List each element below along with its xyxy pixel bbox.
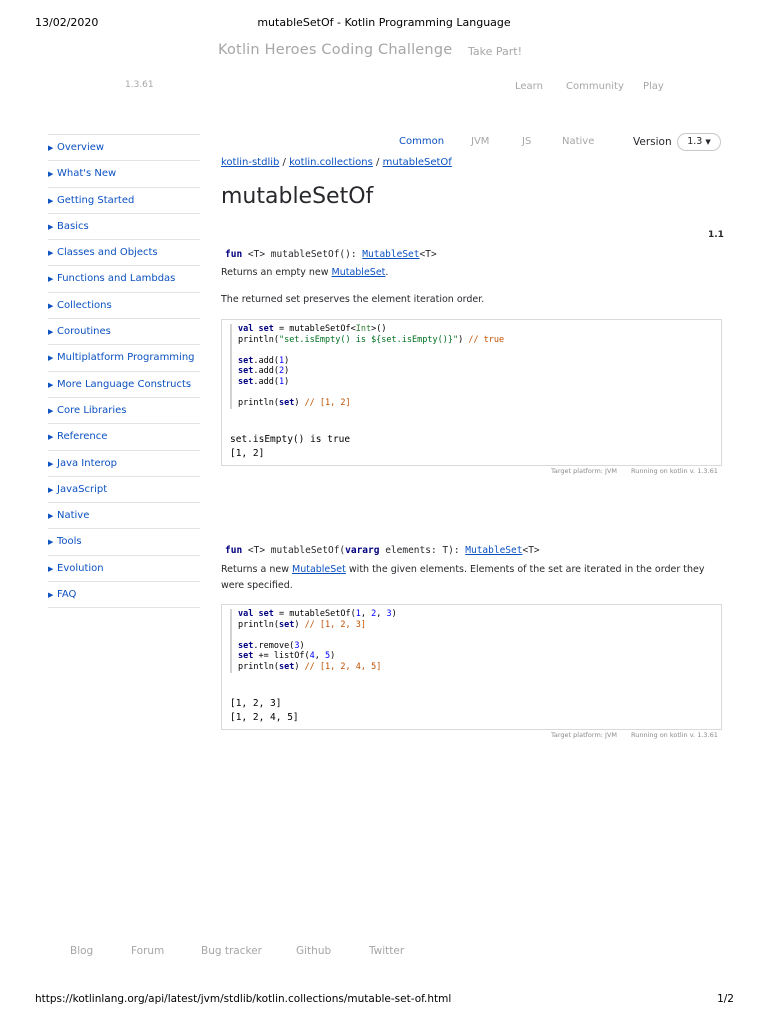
- platform-common[interactable]: Common: [399, 136, 445, 147]
- signature-text: <T> mutableSetOf(: [247, 545, 346, 556]
- code-editor-1[interactable]: val set = mutableSetOf<Int>() println("set.isEmpty() is ${set.isEmpty()}") // true set.add(1) set.add(2) set.add(1) println(set) // [1, 2]: [230, 324, 713, 409]
- mutableset-link[interactable]: MutableSet: [331, 267, 386, 278]
- code-sample-2[interactable]: [221, 604, 722, 730]
- description-text: Returns a new: [221, 564, 292, 575]
- description-1: [221, 265, 721, 281]
- signature-1: [225, 249, 437, 260]
- code-editor-2[interactable]: val set = mutableSetOf(1, 2, 3) println(set) // [1, 2, 3] set.remove(3) set += listOf(4, 5) println(set) // [1, 2, 4, 5]: [230, 609, 713, 673]
- sidebar-item-label: Functions and Lambdas: [57, 273, 176, 285]
- expand-triangle-icon: ▶: [48, 222, 54, 231]
- version-select[interactable]: [677, 133, 721, 151]
- signature-text: <T> mutableSetOf():: [247, 249, 363, 260]
- sidebar-item[interactable]: [48, 187, 200, 213]
- code-output-1: [230, 433, 350, 461]
- sidebar-item-label: Native: [57, 510, 90, 522]
- expand-triangle-icon: ▶: [48, 433, 54, 442]
- sidebar-item-label: Coroutines: [57, 326, 111, 338]
- sidebar-item[interactable]: [48, 476, 200, 502]
- sidebar-item-label: Basics: [57, 220, 89, 232]
- sidebar-item[interactable]: [48, 239, 200, 265]
- footer-twitter[interactable]: Twitter: [369, 945, 405, 957]
- breadcrumb-separator: /: [282, 157, 286, 168]
- description-text: .: [385, 267, 389, 278]
- expand-triangle-icon: ▶: [48, 144, 54, 152]
- sidebar-item-label: Java Interop: [57, 457, 118, 469]
- sidebar-item[interactable]: [48, 581, 200, 607]
- sidebar-item[interactable]: [48, 450, 200, 476]
- footer-bug-tracker[interactable]: Bug tracker: [201, 945, 262, 957]
- platform-jvm[interactable]: JVM: [471, 136, 490, 147]
- sidebar-item-label: Getting Started: [57, 194, 135, 206]
- keyword-fun: fun: [225, 249, 243, 260]
- sidebar-item[interactable]: [48, 292, 200, 318]
- platform-js[interactable]: JS: [522, 136, 532, 147]
- running-version-1: Running on kotlin v. 1.3.61: [631, 467, 718, 475]
- running-version-2: Running on kotlin v. 1.3.61: [631, 731, 718, 739]
- expand-triangle-icon: ▶: [48, 591, 54, 600]
- sidebar-item[interactable]: [48, 555, 200, 581]
- sidebar-item[interactable]: [48, 134, 200, 160]
- signature-generic: <T>: [522, 545, 540, 556]
- code-sample-1[interactable]: [221, 319, 722, 466]
- sidebar-item-label: Collections: [57, 299, 112, 311]
- expand-triangle-icon: ▶: [48, 249, 54, 258]
- output-line: [1, 2, 3]: [230, 698, 282, 709]
- sidebar-item[interactable]: [48, 160, 200, 186]
- mutableset-type-link[interactable]: MutableSet: [465, 545, 523, 556]
- footer-github[interactable]: Github: [296, 945, 332, 957]
- target-platform-2: Target platform: JVM: [551, 731, 618, 739]
- expand-triangle-icon: ▶: [48, 538, 54, 547]
- description-order: The returned set preserves the element iteration order.: [221, 294, 485, 305]
- description-text: with the given elements. Elements of the set are iterated in the order they were specified.: [221, 564, 705, 591]
- print-date: 13/02/2020: [35, 16, 99, 29]
- sidebar-item[interactable]: [48, 344, 200, 370]
- expand-triangle-icon: ▶: [48, 170, 54, 179]
- sidebar-item-label: Reference: [57, 431, 108, 443]
- expand-triangle-icon: ▶: [48, 196, 54, 205]
- sidebar-item[interactable]: [48, 397, 200, 423]
- code-output-2: [230, 697, 299, 725]
- signature-param: elements: T):: [379, 545, 466, 556]
- expand-triangle-icon: ▶: [48, 485, 54, 494]
- nav-play[interactable]: Play: [643, 81, 664, 92]
- sidebar-item-label: Multiplatform Programming: [57, 352, 195, 364]
- breadcrumb: [221, 157, 452, 168]
- page-title: mutableSetOf: [221, 184, 374, 209]
- mutableset-link[interactable]: MutableSet: [292, 564, 346, 575]
- sidebar-item-label: FAQ: [57, 589, 77, 601]
- keyword-vararg: vararg: [345, 545, 380, 556]
- since-version: 1.1: [708, 230, 724, 240]
- expand-triangle-icon: ▶: [48, 301, 54, 310]
- platform-native[interactable]: Native: [562, 136, 595, 147]
- description-text: Returns an empty new: [221, 267, 332, 278]
- sidebar-item-label: Classes and Objects: [57, 247, 158, 259]
- sidebar-item-label: Core Libraries: [57, 404, 127, 416]
- sidebar-item[interactable]: [48, 423, 200, 449]
- expand-triangle-icon: ▶: [48, 564, 54, 573]
- expand-triangle-icon: ▶: [48, 512, 54, 521]
- sidebar-item-label: JavaScript: [57, 483, 108, 495]
- version-selected: 1.3: [687, 136, 703, 147]
- target-platform-1: Target platform: JVM: [551, 467, 618, 475]
- breadcrumb-separator: /: [376, 157, 380, 168]
- sidebar-item-label: Evolution: [57, 562, 104, 574]
- sidebar-item[interactable]: [48, 502, 200, 528]
- sidebar-item[interactable]: [48, 265, 200, 291]
- kotlin-version: 1.3.61: [125, 80, 154, 90]
- expand-triangle-icon: ▶: [48, 275, 54, 284]
- output-line: [1, 2, 4, 5]: [230, 712, 299, 723]
- caret-down-icon: ▼: [705, 138, 711, 146]
- expand-triangle-icon: ▶: [48, 459, 54, 468]
- sidebar-item[interactable]: [48, 213, 200, 239]
- footer-forum[interactable]: Forum: [131, 945, 165, 957]
- sidebar-item[interactable]: [48, 371, 200, 397]
- output-line: [1, 2]: [230, 448, 265, 459]
- signature-generic: <T>: [419, 249, 437, 260]
- sidebar-item-label: More Language Constructs: [57, 378, 192, 390]
- breadcrumb-package[interactable]: kotlin.collections: [289, 157, 373, 168]
- print-page-number: 1/2: [717, 993, 734, 1005]
- sidebar: [48, 134, 200, 608]
- signature-2: [225, 545, 540, 556]
- version-label: Version: [633, 136, 672, 148]
- footer-blog[interactable]: Blog: [70, 945, 94, 957]
- print-title: mutableSetOf - Kotlin Programming Language: [257, 16, 511, 29]
- expand-triangle-icon: ▶: [48, 354, 54, 363]
- output-line: set.isEmpty() is true: [230, 434, 351, 445]
- sidebar-item-label: What's New: [57, 168, 117, 180]
- keyword-fun: fun: [225, 545, 243, 556]
- expand-triangle-icon: ▶: [48, 328, 54, 337]
- breadcrumb-stdlib[interactable]: kotlin-stdlib: [221, 157, 280, 168]
- breadcrumb-current[interactable]: mutableSetOf: [382, 157, 452, 168]
- mutableset-type-link[interactable]: MutableSet: [362, 249, 420, 260]
- print-url: https://kotlinlang.org/api/latest/jvm/stdlib/kotlin.collections/mutable-set-of.html: [35, 993, 452, 1005]
- sidebar-item-label: Tools: [57, 536, 82, 548]
- expand-triangle-icon: ▶: [48, 380, 54, 389]
- banner-text: Kotlin Heroes Coding Challenge: [218, 42, 453, 58]
- sidebar-item[interactable]: [48, 318, 200, 344]
- banner-take-part-link[interactable]: Take Part!: [468, 45, 523, 58]
- sidebar-item-label: Overview: [57, 142, 105, 153]
- expand-triangle-icon: ▶: [48, 406, 54, 415]
- sidebar-item[interactable]: [48, 528, 200, 554]
- nav-learn[interactable]: Learn: [515, 81, 543, 92]
- nav-community[interactable]: Community: [566, 81, 624, 92]
- description-2: [221, 562, 721, 594]
